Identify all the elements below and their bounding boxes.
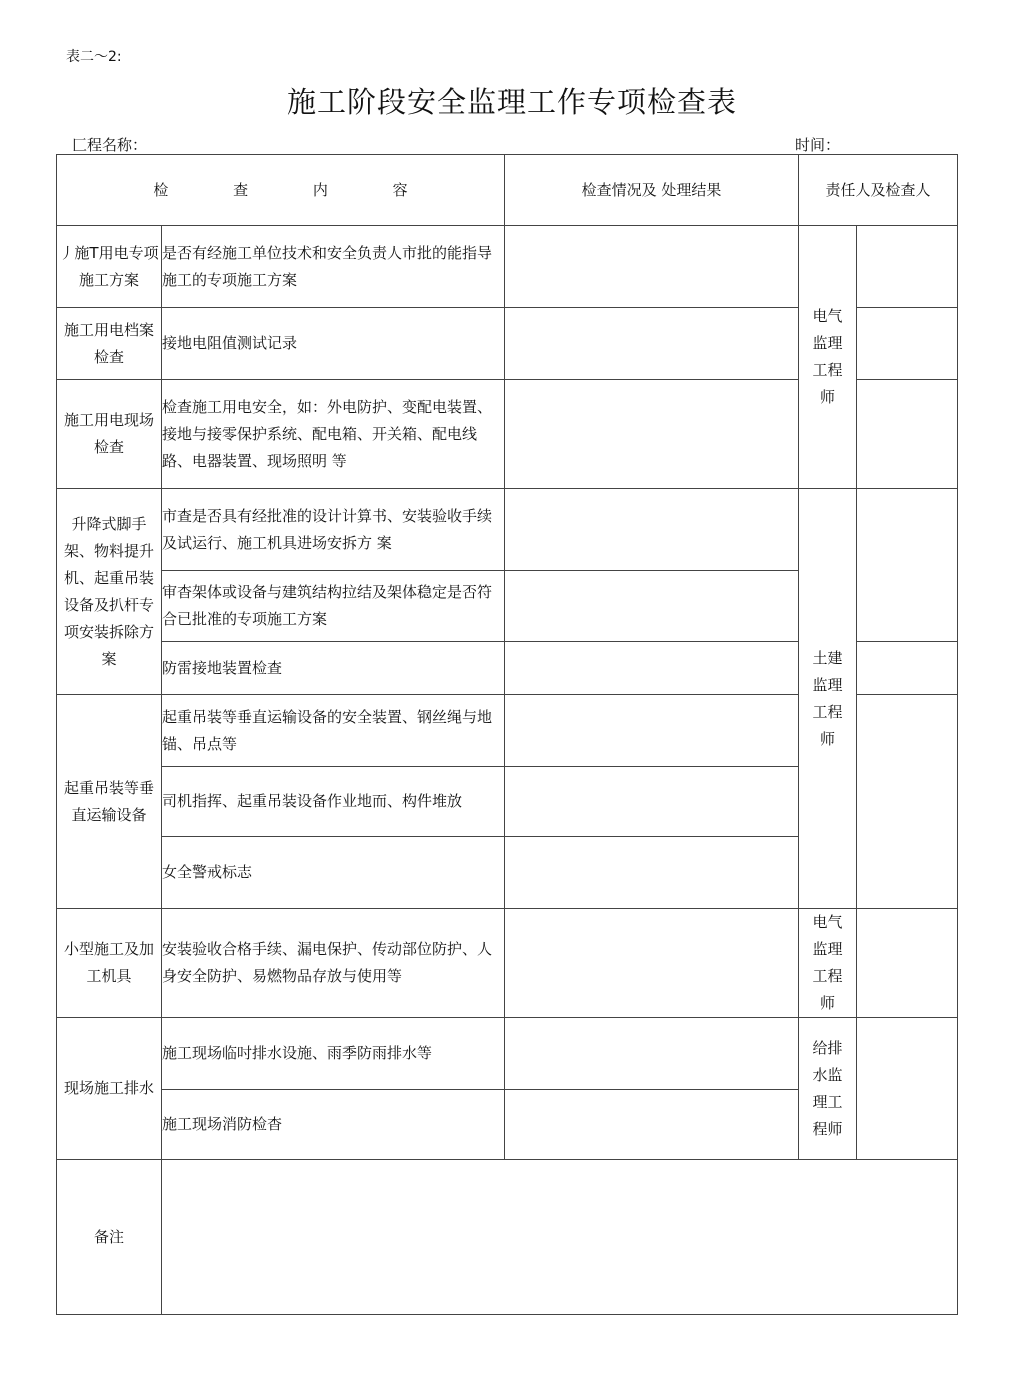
- item-cell: 起重吊装等垂直运输设备的安全装置、钢丝绳与地锚、吊点等: [162, 695, 505, 767]
- responsible-cell: 电气监理工程师: [799, 226, 857, 489]
- category-cell: 丿施T用电专项施工方案: [57, 226, 162, 308]
- table-row: [57, 489, 958, 571]
- item-cell: 女全警戒标志: [162, 837, 505, 909]
- header-result: 检查情况及 处理结果: [505, 155, 799, 226]
- remarks-label: 备注: [57, 1160, 162, 1315]
- item-cell: 检查施工用电安全，如：外电防护、变配电装置、接地与接零保护系统、配电箱、开关箱、配电线路、电器装置、现场照明 等: [162, 380, 505, 489]
- category-cell: 升降式脚手架、物料提升机、起重吊装设备及扒杆专项安装拆除方案: [57, 489, 162, 695]
- responsible-cell: 电气监理工程师: [799, 909, 857, 1018]
- checker-cell[interactable]: [857, 642, 958, 695]
- result-cell[interactable]: [505, 1090, 799, 1160]
- result-cell[interactable]: [505, 695, 799, 767]
- category-cell: 现场施工排水: [57, 1018, 162, 1160]
- item-cell: 司机指挥、起重吊装设备作业地而、构件堆放: [162, 767, 505, 837]
- project-name-label: 匚程名称：: [72, 136, 148, 154]
- item-cell: 防雷接地装置检查: [162, 642, 505, 695]
- checker-cell[interactable]: [857, 226, 958, 308]
- checker-cell[interactable]: [857, 1018, 958, 1160]
- item-cell: 施工现场临吋排水设施、雨季防雨排水等: [162, 1018, 505, 1090]
- checker-cell[interactable]: [857, 489, 958, 642]
- result-cell[interactable]: [505, 308, 799, 380]
- form-number: 表二～2:: [66, 49, 122, 65]
- checker-cell[interactable]: [857, 380, 958, 489]
- item-cell: 市查是否具有经批准的设计计算书、安装验收手续及试运行、施工机具进场安拆方 案: [162, 489, 505, 571]
- result-cell[interactable]: [505, 571, 799, 642]
- result-cell[interactable]: [505, 1018, 799, 1090]
- result-cell[interactable]: [505, 380, 799, 489]
- responsible-cell: 土建监理工程师: [799, 489, 857, 909]
- header-content: 检 查 内 容: [57, 155, 505, 226]
- result-cell[interactable]: [505, 642, 799, 695]
- table-row: [57, 909, 958, 1018]
- item-cell: 施工现场消防检杳: [162, 1090, 505, 1160]
- result-cell[interactable]: [505, 837, 799, 909]
- result-cell[interactable]: [505, 226, 799, 308]
- item-cell: 接地电阻值测试记录: [162, 308, 505, 380]
- checker-cell[interactable]: [857, 695, 958, 909]
- result-cell[interactable]: [505, 767, 799, 837]
- remarks-field[interactable]: [162, 1160, 958, 1315]
- page-title: 施工阶段安全监理工作专项检查表: [286, 85, 737, 119]
- result-cell[interactable]: [505, 489, 799, 571]
- item-cell: 是否有经施工单位技术和安全负责人市批的能指导施工的专项施工方案: [162, 226, 505, 308]
- inspection-table: [56, 154, 958, 1315]
- header-row: [57, 155, 958, 226]
- item-cell: 审杳架体或设备与建筑结构拉结及架体稳定是否符合已批准的专项施工方案: [162, 571, 505, 642]
- category-cell: 施工用电现场检查: [57, 380, 162, 489]
- result-cell[interactable]: [505, 909, 799, 1018]
- category-cell: 起重吊装等垂直运输设备: [57, 695, 162, 909]
- checker-cell[interactable]: [857, 308, 958, 380]
- time-label: 时间：: [795, 136, 841, 154]
- remarks-row: [57, 1160, 958, 1315]
- table-row: [57, 226, 958, 308]
- header-responsible: 责任人及检查人: [799, 155, 958, 226]
- responsible-cell: 给排水监理工程师: [799, 1018, 857, 1160]
- category-cell: 施工用电档案检查: [57, 308, 162, 380]
- checker-cell[interactable]: [857, 909, 958, 1018]
- table-row: [57, 1018, 958, 1090]
- item-cell: 安装验收合格手续、漏电保护、传动部位防护、人身安全防护、易燃物品存放与使用等: [162, 909, 505, 1018]
- category-cell: 小型施工及加工机具: [57, 909, 162, 1018]
